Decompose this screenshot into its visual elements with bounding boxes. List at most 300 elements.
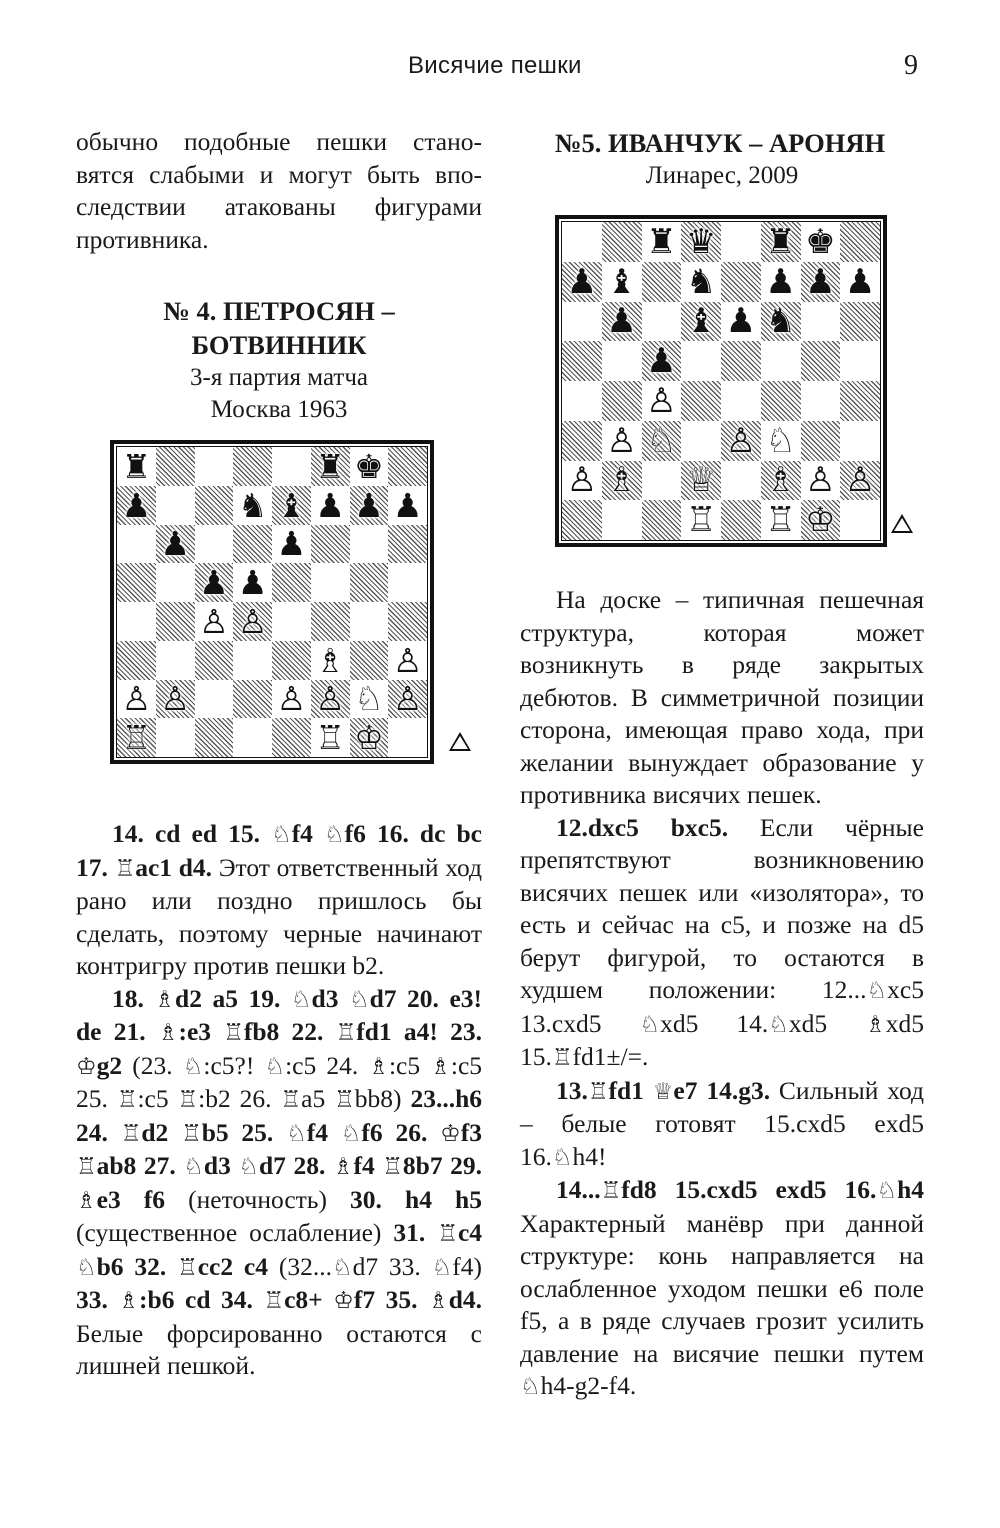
comment-text: bb8) (354, 1084, 411, 1113)
square-g4 (801, 381, 841, 421)
square-c7 (642, 262, 682, 302)
figurine-icon: ♖ (177, 1087, 199, 1113)
figurine-icon: ♘ (520, 1374, 541, 1400)
move-text: f6 16. dc bc 17. (76, 819, 482, 882)
square-g6 (801, 302, 841, 342)
square-f6 (761, 302, 801, 342)
figurine-icon: ♘ (431, 1254, 453, 1281)
figurine-icon: ♘ (876, 1178, 898, 1204)
white-pawn-icon: ♙ (805, 460, 836, 501)
square-h8 (840, 222, 880, 262)
square-d2 (233, 680, 272, 719)
black-pawn-icon: ♟ (844, 261, 876, 302)
square-d6 (233, 525, 272, 564)
move-text: e7 14.g3. (673, 1075, 771, 1105)
square-c2 (195, 680, 234, 719)
square-b2 (602, 461, 642, 501)
running-header (0, 48, 1000, 88)
black-rook-icon: ♜ (765, 222, 796, 262)
move-text: 14... (556, 1175, 601, 1204)
figurine-icon: ♖ (116, 1087, 138, 1113)
white-rook-icon: ♖ (685, 500, 717, 540)
square-f1 (761, 500, 801, 540)
black-pawn-icon: ♟ (566, 261, 598, 302)
square-b8 (602, 222, 642, 262)
comment-text: a5 (301, 1084, 335, 1113)
black-pawn-icon: ♟ (315, 485, 345, 525)
figurine-icon: ♗ (157, 1020, 179, 1046)
chessboard (555, 215, 887, 547)
square-d7 (681, 262, 721, 302)
comment-text: :c5 25. (76, 1050, 483, 1113)
square-a2 (117, 680, 156, 719)
comment-text: Если чёрные препятствуют возникновению висячих пешек или «изолятора», то есть и сейчас на c5, и позже на d5 берут фигурой, то остаются в худшем положении: 12... (520, 812, 924, 1004)
move-text: :e3 (178, 1017, 224, 1046)
square-d7 (233, 486, 272, 525)
square-h4 (840, 381, 880, 421)
white-pawn-icon: ♙ (199, 602, 229, 641)
square-g7 (350, 486, 389, 525)
square-d1 (681, 500, 721, 540)
chessboard-grid (116, 446, 428, 758)
square-e4 (721, 381, 761, 421)
square-c5 (195, 563, 234, 602)
comment-text: f4) (452, 1251, 482, 1281)
intro-line: следствии атакованы фигурами (76, 192, 482, 221)
square-h1 (840, 500, 880, 540)
move-text: fd8 15.cxd5 exd5 16. (621, 1175, 877, 1204)
square-f8 (311, 447, 350, 486)
comment-text: xd5 14. (660, 1008, 769, 1038)
move-text: 8b7 29. (402, 1151, 482, 1180)
square-h7 (840, 262, 880, 302)
square-g2 (801, 461, 841, 501)
comment-text: h4-g2-f4. (540, 1371, 637, 1400)
move-text: f4 (306, 1117, 341, 1147)
square-d2 (681, 461, 721, 501)
square-g5 (801, 341, 841, 381)
figurine-icon: ♖ (76, 1154, 97, 1180)
white-king-icon: ♔ (354, 718, 384, 757)
comment-text: :c5 (388, 1050, 431, 1080)
square-d3 (233, 641, 272, 680)
square-e5 (721, 341, 761, 381)
move-text: 12.dxc5 bxc5. (556, 812, 729, 842)
square-e1 (272, 718, 311, 757)
white-rook-icon: ♖ (121, 718, 152, 757)
black-bishop-icon: ♝ (276, 485, 307, 525)
white-knight-icon: ♘ (765, 420, 796, 461)
figurine-icon: ♖ (114, 855, 136, 882)
move-text: 18. (112, 983, 155, 1013)
square-e3 (721, 421, 761, 461)
square-a8 (562, 222, 602, 262)
square-g1 (801, 500, 841, 540)
figurine-icon: ♘ (324, 822, 345, 848)
square-c3 (195, 641, 234, 680)
white-queen-icon: ♕ (685, 460, 717, 501)
square-a5 (117, 563, 156, 602)
square-h2 (388, 680, 427, 719)
white-rook-icon: ♖ (765, 500, 796, 540)
game-5-diagram (520, 192, 924, 584)
move-text: f3 (460, 1117, 483, 1147)
square-b6 (156, 525, 195, 564)
square-a6 (562, 302, 602, 342)
move-text: f7 35. (353, 1285, 429, 1314)
square-a6 (117, 525, 156, 564)
black-knight-icon: ♞ (685, 261, 717, 302)
white-bishop-icon: ♗ (315, 640, 345, 680)
square-g1 (350, 718, 389, 757)
figurine-icon: ♘ (183, 1154, 204, 1180)
square-f8 (761, 222, 801, 262)
black-rook-icon: ♜ (646, 222, 677, 262)
black-pawn-icon: ♟ (199, 563, 229, 602)
figurine-icon: ♖ (382, 1154, 403, 1180)
move-text: d7 28. (258, 1151, 333, 1180)
figurine-icon: ♖ (437, 1221, 458, 1247)
square-h6 (840, 302, 880, 342)
comment-text: :c5 24. (285, 1050, 369, 1080)
move-text: fd1 (608, 1075, 653, 1105)
black-king-icon: ♚ (805, 222, 836, 262)
move-text: f4 (353, 1151, 383, 1180)
figurine-icon: ♘ (76, 1254, 97, 1281)
comment-text: (23. (122, 1050, 183, 1080)
figurine-icon: ♘ (331, 1254, 353, 1281)
figurine-icon: ♘ (768, 1011, 789, 1038)
comment-text: :b2 26. (198, 1084, 281, 1113)
square-d6 (681, 302, 721, 342)
square-e8 (721, 222, 761, 262)
square-a4 (117, 602, 156, 641)
comment-text: fd1±/=. (572, 1042, 649, 1071)
black-pawn-icon: ♟ (160, 524, 190, 564)
figurine-icon: ♘ (264, 1053, 286, 1080)
move-text: 33. (76, 1285, 119, 1314)
square-b5 (156, 563, 195, 602)
square-e2 (721, 461, 761, 501)
left-column (76, 126, 482, 1383)
game-5-paragraph-1 (520, 584, 924, 812)
move-text: 14. cd ed 15. (112, 819, 272, 848)
white-bishop-icon: ♗ (606, 460, 637, 501)
square-h3 (840, 421, 880, 461)
comment-text: Характерный манёвр при данной структуре: конь направляется на ослабленное уходом пешки e6 поле f5, а в ряде случаев грозит усилить давление на висячие пешки путем (520, 1208, 924, 1368)
figurine-icon: ♗ (118, 1288, 140, 1314)
comment-text: (неточность) (165, 1184, 351, 1214)
comment-text: d7 33. (352, 1251, 432, 1281)
black-pawn-icon: ♟ (354, 485, 384, 525)
move-text: h4 (897, 1175, 924, 1204)
square-b4 (602, 381, 642, 421)
move-text: e3 f6 (96, 1184, 166, 1214)
figurine-icon: ♗ (430, 1053, 451, 1080)
figurine-icon: ♖ (181, 1120, 202, 1147)
move-text: fb8 22. (243, 1017, 336, 1046)
square-f5 (311, 563, 350, 602)
square-c6 (195, 525, 234, 564)
move-text: b6 32. (96, 1251, 178, 1281)
square-c8 (642, 222, 682, 262)
black-pawn-icon: ♟ (646, 341, 677, 381)
square-g6 (350, 525, 389, 564)
figurine-icon: ♗ (428, 1288, 449, 1314)
white-to-move-triangle (891, 514, 913, 533)
black-bishop-icon: ♝ (606, 261, 637, 302)
comment-text: (существенное ослабление) (76, 1218, 394, 1247)
figurine-icon: ♖ (263, 1288, 285, 1314)
square-f2 (311, 680, 350, 719)
square-f3 (311, 641, 350, 680)
comment-text: Белые форсированно остаются с лишней пешкой. (76, 1318, 482, 1380)
square-e6 (721, 302, 761, 342)
square-c3 (642, 421, 682, 461)
square-g8 (350, 447, 389, 486)
move-text: d7 20. e3! de 21. (76, 983, 483, 1046)
square-a4 (562, 381, 602, 421)
move-text: d2 a5 19. (175, 983, 291, 1013)
figurine-icon: ♘ (271, 822, 292, 848)
square-c1 (195, 718, 234, 757)
figurine-icon: ♖ (551, 1045, 573, 1071)
square-d3 (681, 421, 721, 461)
square-g7 (801, 262, 841, 302)
figurine-icon: ♖ (335, 1020, 357, 1046)
square-h2 (840, 461, 880, 501)
white-pawn-icon: ♙ (566, 460, 598, 501)
square-a1 (117, 718, 156, 757)
white-knight-icon: ♘ (646, 420, 677, 461)
comment-text: h4! (572, 1141, 607, 1171)
square-e7 (272, 486, 311, 525)
figurine-icon: ♘ (182, 1053, 204, 1080)
square-b7 (602, 262, 642, 302)
square-f5 (761, 341, 801, 381)
square-b6 (602, 302, 642, 342)
right-column (520, 126, 924, 1404)
square-d5 (681, 341, 721, 381)
black-pawn-icon: ♟ (392, 485, 423, 525)
square-d8 (233, 447, 272, 486)
figurine-icon: ♖ (120, 1120, 142, 1147)
move-text: 31. (393, 1218, 438, 1247)
game-5-title: №5. ИВАНЧУК – АРОНЯН (554, 128, 886, 158)
black-knight-icon: ♞ (237, 485, 268, 525)
move-text: d4. (448, 1285, 482, 1314)
game-4-diagram (76, 426, 482, 818)
intro-line: противника. (76, 224, 209, 254)
comment-text: xc5 13.cxd5 (520, 975, 924, 1038)
intro-paragraph (76, 126, 482, 256)
square-a2 (562, 461, 602, 501)
figurine-icon: ♖ (223, 1020, 244, 1046)
chessboard (110, 440, 434, 764)
square-g8 (801, 222, 841, 262)
square-b1 (156, 718, 195, 757)
figurine-icon: ♔ (333, 1288, 354, 1314)
white-pawn-icon: ♙ (392, 640, 423, 680)
square-e2 (272, 680, 311, 719)
white-rook-icon: ♖ (315, 718, 345, 757)
square-b7 (156, 486, 195, 525)
square-h5 (840, 341, 880, 381)
game-5-paragraph-3 (520, 1075, 924, 1175)
figurine-icon: ♗ (368, 1053, 389, 1080)
square-e4 (272, 602, 311, 641)
figurine-icon: ♖ (334, 1087, 355, 1113)
figurine-icon: ♘ (639, 1011, 661, 1038)
move-text: 13. (556, 1075, 588, 1105)
square-g2 (350, 680, 389, 719)
move-text: :b6 cd 34. (139, 1285, 264, 1314)
comment-text: Сильный ход – белые готовят 15.cxd5 exd5 16. (520, 1075, 924, 1171)
comment-text: Этот ответственный ход рано или поздно пришлось бы сделать, поэтому черные начинают контригру против пешки b2. (76, 852, 482, 980)
square-f2 (761, 461, 801, 501)
move-text: cc2 c4 (197, 1251, 269, 1281)
square-d4 (233, 602, 272, 641)
square-c1 (642, 500, 682, 540)
square-h6 (388, 525, 427, 564)
figurine-icon: ♔ (76, 1053, 97, 1080)
white-king-icon: ♔ (805, 500, 836, 540)
square-d1 (233, 718, 272, 757)
move-text: d3 (203, 1151, 239, 1180)
white-pawn-icon: ♙ (725, 420, 757, 461)
figurine-icon: ♖ (177, 1254, 198, 1281)
figurine-icon: ♗ (332, 1154, 354, 1180)
figurine-icon: ♘ (286, 1120, 307, 1147)
square-a8 (117, 447, 156, 486)
white-pawn-icon: ♙ (121, 679, 152, 719)
black-pawn-icon: ♟ (276, 524, 307, 564)
move-text: d3 (311, 983, 349, 1013)
figurine-icon: ♖ (587, 1078, 609, 1105)
figurine-icon: ♕ (652, 1078, 674, 1105)
square-h4 (388, 602, 427, 641)
figurine-icon: ♘ (348, 986, 370, 1013)
square-h5 (388, 563, 427, 602)
square-d4 (681, 381, 721, 421)
black-pawn-icon: ♟ (121, 485, 152, 525)
move-text: f4 (291, 819, 325, 848)
chessboard-grid (561, 221, 881, 541)
white-pawn-icon: ♙ (315, 679, 345, 719)
comment-text: xd5 15. (520, 1008, 924, 1071)
square-a7 (117, 486, 156, 525)
game-4-place: Москва 1963 (210, 396, 348, 423)
figurine-icon: ♗ (154, 986, 176, 1013)
figurine-icon: ♗ (865, 1011, 886, 1038)
square-a7 (562, 262, 602, 302)
figurine-icon: ♘ (238, 1154, 259, 1180)
white-knight-icon: ♘ (354, 679, 384, 719)
white-pawn-icon: ♙ (606, 420, 637, 461)
square-e6 (272, 525, 311, 564)
black-rook-icon: ♜ (121, 447, 152, 486)
square-d5 (233, 563, 272, 602)
black-rook-icon: ♜ (315, 447, 345, 486)
square-c6 (642, 302, 682, 342)
square-h8 (388, 447, 427, 486)
square-f7 (761, 262, 801, 302)
move-text: b5 25. (201, 1117, 287, 1147)
move-text: ac1 d4. (135, 852, 212, 882)
black-bishop-icon: ♝ (685, 301, 717, 342)
white-pawn-icon: ♙ (276, 679, 307, 719)
square-b1 (602, 500, 642, 540)
figurine-icon: ♘ (340, 1120, 362, 1147)
black-pawn-icon: ♟ (805, 261, 836, 302)
square-c8 (195, 447, 234, 486)
square-a5 (562, 341, 602, 381)
white-to-move-triangle (449, 732, 471, 751)
move-text: g2 (96, 1050, 123, 1080)
game-4-title: № 4. ПЕТРОСЯН – БОТВИННИК (163, 296, 395, 360)
square-f6 (311, 525, 350, 564)
black-pawn-icon: ♟ (606, 301, 637, 342)
square-f4 (761, 381, 801, 421)
move-text: ab8 27. (96, 1151, 184, 1180)
game-4-moves-paragraph-1 (76, 818, 482, 983)
running-title: Висячие пешки (408, 52, 582, 79)
black-queen-icon: ♛ (685, 222, 717, 262)
move-text: f6 26. (361, 1117, 441, 1147)
square-g4 (350, 602, 389, 641)
square-b3 (156, 641, 195, 680)
figurine-icon: ♗ (76, 1187, 97, 1214)
black-pawn-icon: ♟ (765, 261, 796, 302)
square-g3 (801, 421, 841, 461)
comment-text: (32... (268, 1251, 332, 1281)
square-f1 (311, 718, 350, 757)
move-text: fd1 a4! 23. (356, 1017, 482, 1046)
figurine-icon: ♖ (280, 1087, 302, 1113)
comment-text: :c5?! (203, 1050, 265, 1080)
square-f7 (311, 486, 350, 525)
square-f4 (311, 602, 350, 641)
figurine-icon: ♘ (866, 978, 888, 1004)
white-bishop-icon: ♗ (765, 460, 796, 501)
page-number: 9 (904, 50, 918, 81)
square-g5 (350, 563, 389, 602)
white-pawn-icon: ♙ (646, 381, 677, 421)
game-5-paragraph-4 (520, 1174, 924, 1404)
square-f3 (761, 421, 801, 461)
figurine-icon: ♖ (600, 1178, 622, 1204)
square-a3 (117, 641, 156, 680)
square-d8 (681, 222, 721, 262)
white-pawn-icon: ♙ (237, 602, 268, 641)
black-king-icon: ♚ (354, 447, 384, 486)
square-a1 (562, 500, 602, 540)
square-c4 (195, 602, 234, 641)
white-pawn-icon: ♙ (392, 679, 423, 719)
black-pawn-icon: ♟ (237, 563, 268, 602)
move-text: c4 (457, 1218, 483, 1247)
game-5-place: Линарес, 2009 (645, 162, 799, 189)
move-text: c8+ (284, 1285, 334, 1314)
square-e3 (272, 641, 311, 680)
figurine-icon: ♔ (440, 1120, 461, 1147)
square-g3 (350, 641, 389, 680)
figurine-icon: ♘ (290, 986, 312, 1013)
comment-text: xd5 (788, 1008, 866, 1038)
square-a3 (562, 421, 602, 461)
square-b3 (602, 421, 642, 461)
square-b8 (156, 447, 195, 486)
